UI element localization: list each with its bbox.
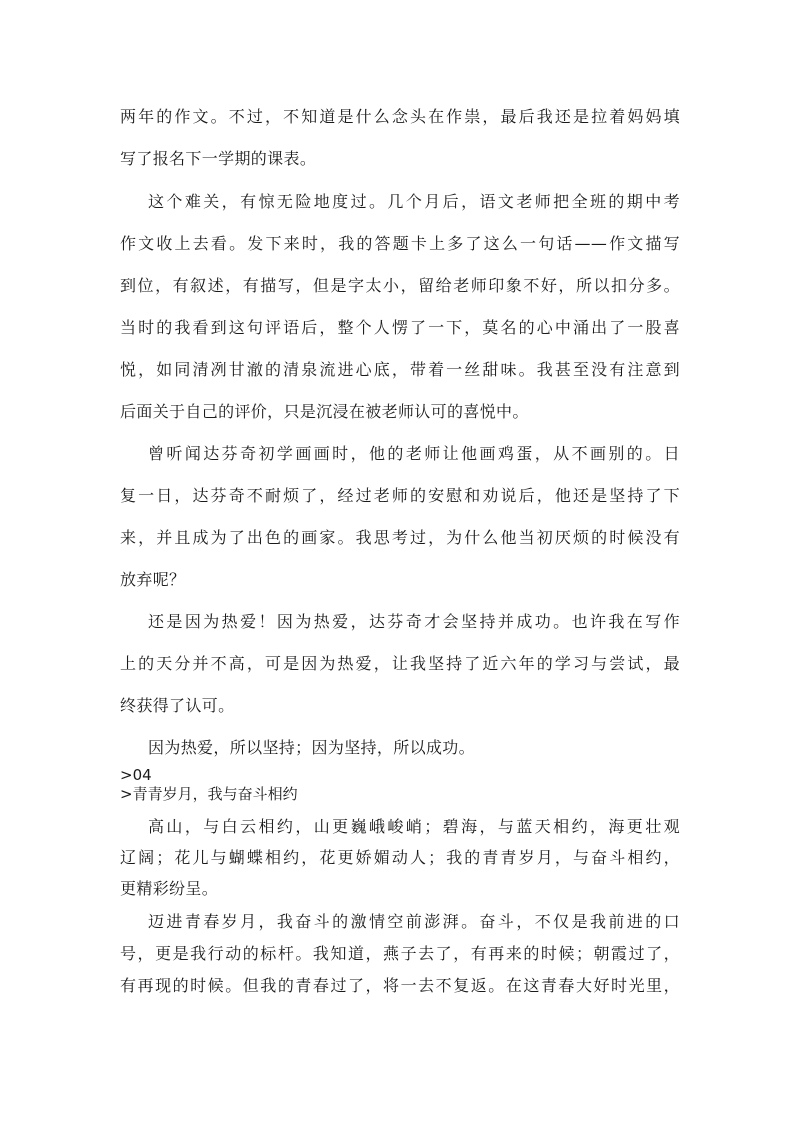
paragraph-line: 曾听闻达芬奇初学画画时，他的老师让他画鸡蛋，从不画别的。日 [148, 444, 680, 463]
paragraph-line: 上的天分并不高，可是因为热爱，让我坚持了近六年的学习与尝试，最 [120, 654, 680, 673]
paragraph-line: 到位，有叙述，有描写，但是字太小，留给老师印象不好，所以扣分多。 [120, 276, 680, 295]
paragraph-line: 悦，如同清冽甘澈的清泉流进心底，带着一丝甜味。我甚至没有注意到 [120, 360, 680, 379]
section-number: >04 [120, 766, 152, 784]
paragraph-line: 迈进青春岁月，我奋斗的激情空前澎湃。奋斗，不仅是我前进的口 [148, 912, 680, 931]
paragraph-line: 终获得了认可。 [120, 696, 235, 715]
paragraph-line: 后面关于自己的评价，只是沉浸在被老师认可的喜悦中。 [120, 402, 529, 421]
paragraph-line: 还是因为热爱！因为热爱，达芬奇才会坚持并成功。也许我在写作 [148, 612, 680, 631]
paragraph-line: 因为热爱，所以坚持；因为坚持，所以成功。 [148, 738, 476, 757]
paragraph-line: 来，并且成为了出色的画家。我思考过，为什么他当初厌烦的时候没有 [120, 528, 680, 547]
section-title: >青青岁月，我与奋斗相约 [120, 785, 298, 803]
paragraph-line: 放弃呢？ [120, 570, 186, 589]
paragraph-line: 复一日，达芬奇不耐烦了，经过老师的安慰和劝说后，他还是坚持了下 [120, 486, 680, 505]
paragraph-line: 写了报名下一学期的课表。 [120, 149, 317, 168]
paragraph-line: 当时的我看到这句评语后，整个人愣了一下，莫名的心中涌出了一股喜 [120, 318, 680, 337]
paragraph-line: 作文收上去看。发下来时，我的答题卡上多了这么一句话——作文描写 [120, 234, 680, 253]
paragraph-line: 号，更是我行动的标杆。我知道，燕子去了，有再来的时候；朝霞过了， [120, 944, 680, 963]
paragraph-line: 辽阔；花儿与蝴蝶相约，花更娇媚动人；我的青青岁月，与奋斗相约， [120, 848, 680, 867]
paragraph-line: 两年的作文。不过，不知道是什么念头在作祟，最后我还是拉着妈妈填 [120, 107, 680, 126]
paragraph-line: 有再现的时候。但我的青春过了，将一去不复返。在这青春大好时光里， [120, 976, 680, 995]
paragraph-line: 高山，与白云相约，山更巍峨峻峭；碧海，与蓝天相约，海更壮观 [148, 817, 680, 836]
paragraph-line: 更精彩纷呈。 [120, 879, 219, 898]
paragraph-line: 这个难关，有惊无险地度过。几个月后，语文老师把全班的期中考 [148, 192, 680, 211]
